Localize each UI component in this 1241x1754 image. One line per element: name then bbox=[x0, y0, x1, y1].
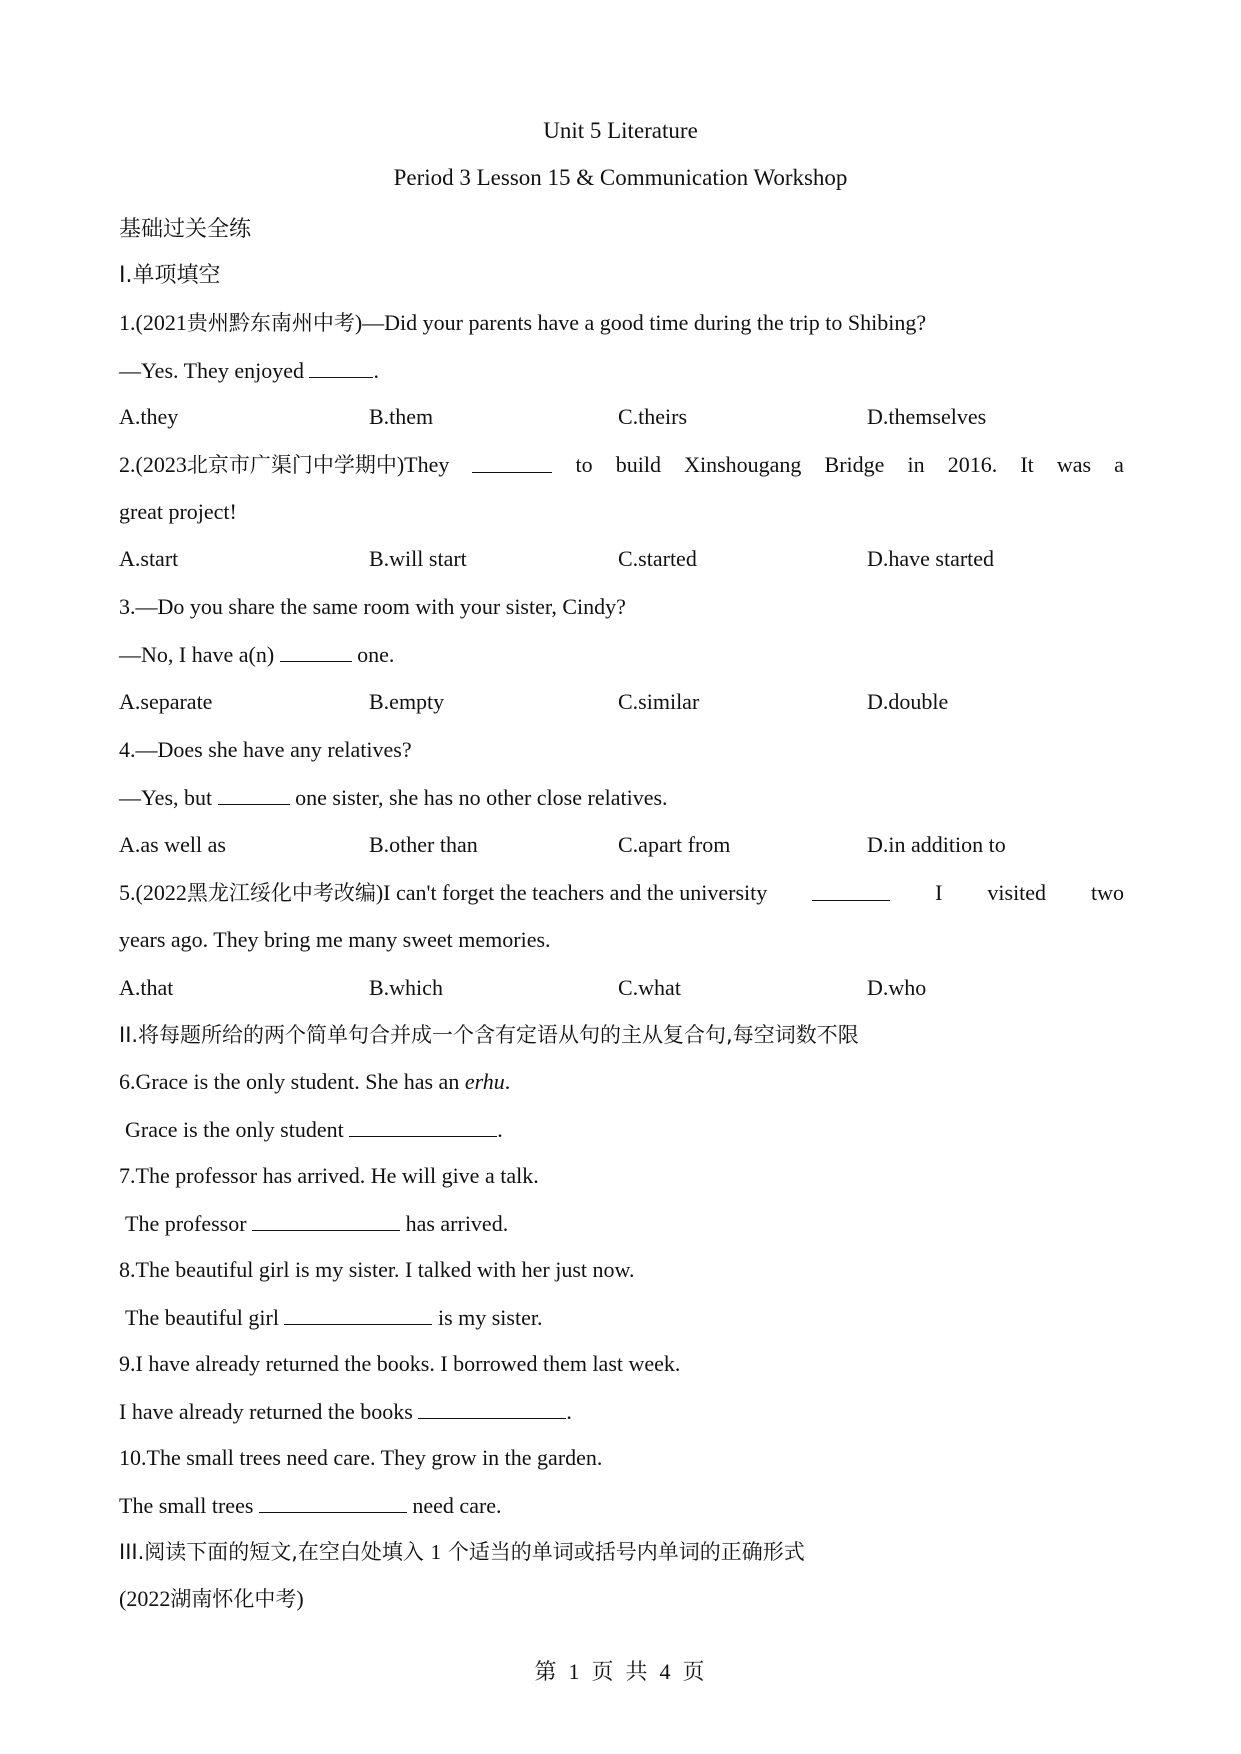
q3-stem: 3.—Do you share the same room with your sister, Cindy? bbox=[119, 594, 626, 619]
section-heading: 基础过关全练 bbox=[119, 217, 252, 242]
answer-blank[interactable] bbox=[309, 355, 373, 378]
q5-option-d: D.who bbox=[867, 975, 927, 1000]
q2-source: 北京市广渠门中学期中 bbox=[186, 453, 397, 477]
answer-blank[interactable] bbox=[280, 639, 352, 662]
q7-answer-line: The professor has arrived. bbox=[125, 1208, 508, 1239]
q8-answer-line: The beautiful girl is my sister. bbox=[125, 1302, 542, 1333]
q8-stem: 8.The beautiful girl is my sister. I talked with her just now. bbox=[119, 1257, 635, 1282]
part3-source: (2022湖南怀化中考) bbox=[119, 1586, 304, 1611]
q10-answer-line: The small trees need care. bbox=[119, 1490, 502, 1521]
q4-answer-line: —Yes, but one sister, she has no other close relatives. bbox=[119, 782, 668, 813]
q10-stem: 10.The small trees need care. They grow in the garden. bbox=[119, 1445, 603, 1470]
q5-stem: 5.(2022黑龙江绥化中考改编)I can't forget the teachers and the university I visited two bbox=[119, 880, 1124, 905]
q4-option-d: D.in addition to bbox=[867, 832, 1006, 857]
part1-heading: I.单项填空 bbox=[119, 263, 221, 288]
q2-stem: 2.(2023北京市广渠门中学期中)They to build Xinshougang Bridge in 2016. It was a bbox=[119, 452, 1124, 477]
q5-source: 黑龙江绥化中考改编 bbox=[186, 881, 376, 905]
part2-heading: II.将每题所给的两个简单句合并成一个含有定语从句的主从复合句,每空词数不限 bbox=[119, 1023, 859, 1047]
q5-option-a: A.that bbox=[119, 975, 174, 1000]
unit-title: Unit 5 Literature bbox=[543, 118, 698, 143]
q3-option-c: C.similar bbox=[618, 689, 700, 714]
q2-option-a: A.start bbox=[119, 546, 179, 571]
q9-answer-line: I have already returned the books . bbox=[119, 1396, 572, 1427]
q2-option-d: D.have started bbox=[867, 546, 995, 571]
answer-blank[interactable] bbox=[218, 782, 290, 805]
q5-option-c: C.what bbox=[618, 975, 681, 1000]
answer-blank[interactable] bbox=[418, 1396, 566, 1419]
q4-stem: 4.—Does she have any relatives? bbox=[119, 737, 412, 762]
period-subtitle: Period 3 Lesson 15 & Communication Workshop bbox=[393, 165, 848, 190]
q1-option-d: D.themselves bbox=[867, 404, 987, 429]
part3-heading: III.阅读下面的短文,在空白处填入 1 个适当的单词或括号内单词的正确形式 bbox=[119, 1540, 805, 1564]
q4-option-b: B.other than bbox=[369, 832, 478, 857]
answer-blank[interactable] bbox=[472, 450, 552, 473]
q6-answer-line: Grace is the only student . bbox=[125, 1114, 503, 1145]
answer-blank[interactable] bbox=[284, 1302, 432, 1325]
q1-option-b: B.them bbox=[369, 404, 434, 429]
answer-blank[interactable] bbox=[349, 1114, 497, 1137]
q3-option-b: B.empty bbox=[369, 689, 445, 714]
answer-blank[interactable] bbox=[252, 1208, 400, 1231]
q1-option-c: C.theirs bbox=[618, 404, 688, 429]
answer-blank[interactable] bbox=[259, 1490, 407, 1513]
answer-blank[interactable] bbox=[812, 878, 890, 901]
q2-option-c: C.started bbox=[618, 546, 697, 571]
q9-stem: 9.I have already returned the books. I borrowed them last week. bbox=[119, 1351, 681, 1376]
q6-stem: 6.Grace is the only student. She has an erhu. bbox=[119, 1069, 511, 1094]
q4-option-a: A.as well as bbox=[119, 832, 226, 857]
q2-stem-continued: great project! bbox=[119, 499, 237, 524]
q3-option-a: A.separate bbox=[119, 689, 213, 714]
q1-stem: 1.(2021贵州黔东南州中考)—Did your parents have a good time during the trip to Shibing? bbox=[119, 310, 927, 335]
page-number-footer: 第 1 页 共 4 页 bbox=[534, 1659, 707, 1684]
q3-answer-line: —No, I have a(n) one. bbox=[119, 639, 394, 670]
q1-option-a: A.they bbox=[119, 404, 179, 429]
q5-stem-continued: years ago. They bring me many sweet memories. bbox=[119, 927, 551, 952]
q7-stem: 7.The professor has arrived. He will give a talk. bbox=[119, 1163, 539, 1188]
q1-source: 贵州黔东南州中考 bbox=[186, 311, 355, 335]
q3-option-d: D.double bbox=[867, 689, 949, 714]
q1-answer-line: —Yes. They enjoyed . bbox=[119, 355, 379, 386]
q2-option-b: B.will start bbox=[369, 546, 467, 571]
q5-option-b: B.which bbox=[369, 975, 443, 1000]
q4-option-c: C.apart from bbox=[618, 832, 731, 857]
